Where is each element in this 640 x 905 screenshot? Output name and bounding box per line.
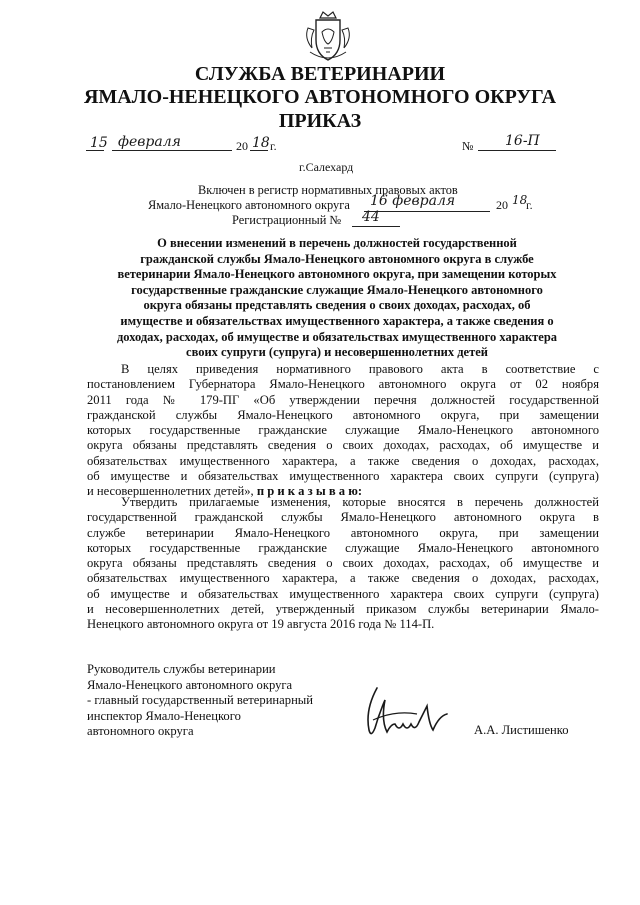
order-number: 16-П [505,133,540,149]
paragraph-line: службе ветеринарии Ямало-Ненецкого автономного округа, при замещении [87,525,599,540]
order-day: 15 [90,135,108,151]
document-type: ПРИКАЗ [278,110,362,132]
paragraph-line: постановлением Губернатора Ямало-Ненецкого автономного округа от 02 ноября [87,377,599,392]
paragraph-line: государственной гражданской службы Ямало-Ненецкого автономного округа в [87,510,599,525]
order-year: 18 [252,135,270,151]
registry-year-prefix: 20 [496,198,508,212]
title-line: ветеринарии Ямало-Ненецкого автономного округа, при замещении которых [117,267,557,282]
paragraph-line: Утвердить прилагаемые изменения, которые вносятся в перечень должностей [121,495,599,509]
city: г.Салехард [299,160,354,174]
month-underline [112,150,232,151]
order-number-label: № [462,139,474,153]
registry-number-underline [352,226,400,227]
paragraph-line: обязательствах имущественного характера, а также сведения о доходах, расходах, [87,571,599,586]
registry-line1: Включен в регистр нормативных правовых актов [198,183,458,197]
signer-name: А.А. Листишенко [474,723,569,737]
paragraph-line: округа обязаны представлять сведения о своих доходах, расходах, об имуществе и [87,438,599,453]
paragraph-line: гражданской службы Ямало-Ненецкого автономного округа, при замещении [87,407,599,422]
handwritten-signature-icon [355,680,455,742]
preamble-paragraph [87,362,599,500]
order-year-suffix: г. [270,139,277,153]
signatory-line: инспектор Ямало-Ненецкого [87,708,241,723]
number-underline [478,150,556,151]
order-body-paragraph [87,495,599,633]
paragraph-line: которых государственные гражданские служащие Ямало-Ненецкого автономного [87,423,599,438]
registry-date: 16 февраля [370,193,456,209]
paragraph-line: Ненецкого автономного округа от 19 августа 2016 года № 114-П. [87,617,435,632]
title-line: гражданской службы Ямало-Ненецкого автономного округа в службе [140,251,534,266]
title-line: имуществе и обязательствах имущественного характера, а также сведения о [120,313,554,328]
title-line: округа обязаны представлять сведения о своих доходах, расходах, об [143,298,531,313]
order-year-prefix: 20 [236,139,248,153]
signatory-line: - главный государственный ветеринарный [87,693,314,708]
signatory-line: Ямало-Ненецкого автономного округа [87,677,293,692]
registry-line2: Ямало-Ненецкого автономного округа [148,198,350,212]
paragraph-line: округа обязаны представлять сведения о своих доходах, расходах, об имуществе и [87,556,599,571]
signatory-title [87,662,313,740]
title-line: своих супруги (супруга) и несовершеннолетних детей [186,345,488,360]
title-line: О внесении изменений в перечень должностей государственной [157,236,517,250]
order-title [76,236,598,361]
order-month: февраля [118,134,181,150]
registry-number-label: Регистрационный № [232,213,342,227]
coat-of-arms-icon [302,8,354,64]
signatory-line: автономного округа [87,724,194,739]
agency-name-line1: СЛУЖБА ВЕТЕРИНАРИИ [194,63,446,85]
paragraph-line: В целях приведения нормативного правового акта в соответствие с [121,362,599,376]
paragraph-line: которых государственные гражданские служащие Ямало-Ненецкого автономного [87,540,599,555]
registry-date-underline [364,211,490,212]
paragraph-line: 2011 года № 179-ПГ «Об утверждении перечня должностей государственной [87,392,599,407]
paragraph-line: обязательствах имущественного характера, а также сведения о доходах, расходах, [87,453,599,468]
registry-number: 44 [362,209,380,225]
order-emphasis: п р и к а з ы в а ю: [256,484,363,499]
title-line: доходах, расходах, об имуществе и обязательствах имущественного характера [116,329,558,344]
agency-name-line2: ЯМАЛО-НЕНЕЦКОГО АВТОНОМНОГО ОКРУГА [83,86,557,108]
signatory-line: Руководитель службы ветеринарии [87,662,276,676]
registry-year-suffix: г. [526,198,533,212]
paragraph-line: об имуществе и обязательствах имущественного характера своих супруги (супруга) [87,469,599,484]
title-line: государственные гражданские служащие Ямало-Ненецкого автономного [131,282,543,297]
registry-year: 18 [512,193,528,207]
paragraph-line-text: и несовершеннолетних детей», [87,484,257,499]
paragraph-line: и несовершеннолетних детей, утвержденный приказом службы ветеринарии Ямало- [87,602,599,617]
paragraph-line: об имуществе и обязательствах имущественного характера своих супруги (супруга) [87,586,599,601]
